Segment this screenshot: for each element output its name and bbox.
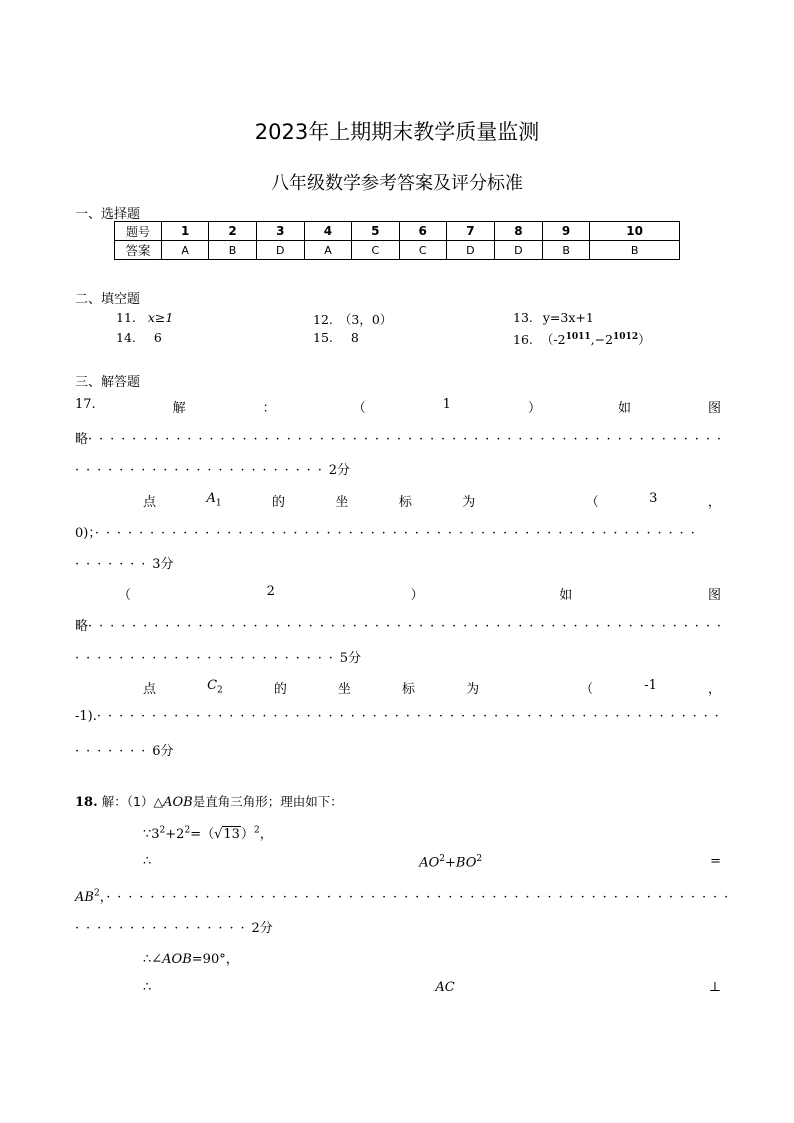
q17-word: 点: [143, 682, 157, 697]
q17-line-8: [75, 615, 728, 634]
score-label: 2分: [251, 921, 273, 936]
exponent: 2: [184, 825, 191, 836]
q17-line-1: [75, 397, 721, 416]
question-number: 9: [542, 222, 589, 241]
answer-cell: B: [590, 241, 680, 260]
q18-equation: [419, 854, 482, 870]
q17-word: （: [580, 682, 594, 697]
q17-lead-text: -1).: [75, 709, 97, 724]
q16-answer-end: ）: [638, 332, 651, 347]
q16-answer-mid: ,−2: [590, 332, 614, 347]
q18-line-1: [75, 792, 343, 810]
dot-leader: ··························································: [88, 619, 728, 634]
expr-part: ，: [259, 827, 273, 842]
answer-cell: B: [542, 241, 589, 260]
q17-word: 如: [559, 588, 573, 603]
question-number: 2: [209, 222, 256, 241]
fill-q14: [116, 330, 162, 345]
q16-number: 16.: [513, 332, 533, 347]
q17-number: 17.: [75, 397, 96, 412]
expr-part: AO: [419, 855, 440, 871]
score-label: 2分: [328, 463, 351, 478]
q17-line-11: [75, 709, 726, 724]
q17-word: 3: [649, 491, 658, 506]
question-number: 1: [162, 222, 209, 241]
therefore-symbol: ∴: [143, 854, 152, 869]
triangle-name: AOB: [163, 795, 193, 810]
q17-word: 1: [442, 397, 451, 412]
page-subtitle: 八年级数学参考答案及评分标准: [271, 173, 523, 194]
dot-leader: ·······: [75, 557, 153, 572]
sqrt-sign: √: [214, 827, 223, 842]
q17-word: ）: [527, 401, 541, 416]
point-name: C: [207, 678, 218, 693]
dot-leader: ·······: [75, 744, 153, 759]
dot-leader: ·······················: [75, 463, 329, 478]
expr-part: ）: [240, 827, 254, 842]
answer-table: [114, 221, 680, 260]
q14-answer: 6: [153, 330, 162, 345]
dot-leader: ························: [75, 651, 340, 666]
dot-leader: ················: [75, 921, 252, 936]
exponent: 2: [159, 825, 166, 836]
fill-q13: [513, 310, 594, 325]
q17-line-4: [143, 491, 721, 510]
score-label: 5分: [339, 651, 362, 666]
q17-point: [206, 491, 221, 510]
q17-word: 为: [462, 495, 476, 510]
section-choice-heading: 一、选择题: [75, 207, 141, 222]
question-number: 6: [399, 222, 446, 241]
q17-word: ，: [707, 682, 721, 697]
q11-answer: x≥1: [147, 310, 174, 325]
exponent: 2: [439, 854, 446, 864]
q18-line-5: [75, 917, 273, 936]
q17-lead-text: 略: [75, 432, 89, 447]
question-number: 5: [352, 222, 399, 241]
exponent: 2: [253, 825, 260, 836]
expr-part: +BO: [445, 855, 477, 871]
answer-cell: A: [304, 241, 351, 260]
sqrt-radicand: 13: [223, 827, 240, 842]
perpendicular-symbol: ⊥: [708, 980, 721, 995]
expr-part: AB: [75, 890, 94, 905]
row-header-number: 题号: [115, 222, 162, 241]
q16-answer-start: （-2: [540, 332, 566, 347]
expr-part: =90°，: [191, 952, 239, 967]
equals-sign: =: [710, 854, 721, 869]
q17-line-7: [118, 584, 721, 603]
answer-cell: C: [399, 241, 446, 260]
q15-answer: 8: [350, 330, 359, 345]
answer-table-number-row: [115, 222, 680, 241]
segment-name: AC: [435, 980, 455, 995]
fill-q15: [313, 330, 359, 345]
q17-word: ：: [262, 401, 276, 416]
expr-part: =（: [190, 827, 215, 842]
answer-cell: D: [446, 241, 494, 260]
q17-word: 的: [273, 682, 287, 697]
q17-line-5: [75, 522, 702, 541]
q12-answer: （3，0）: [338, 312, 393, 327]
q17-word: 2: [266, 584, 275, 599]
therefore-symbol: ∴: [143, 980, 152, 995]
q17-word: 解: [172, 401, 186, 416]
question-number: 7: [446, 222, 494, 241]
q17-line-3: [75, 459, 350, 478]
page-title: 2023年上期期末教学质量监测: [254, 120, 540, 144]
answer-cell: D: [494, 241, 542, 260]
fill-q16: [513, 330, 651, 348]
dot-leader: ·······················································: [94, 526, 702, 541]
question-number: 3: [256, 222, 304, 241]
q17-point: [207, 678, 223, 697]
q18-line-6: [143, 948, 239, 967]
q17-line-9: [75, 647, 361, 666]
expr-part: ∵3: [143, 827, 160, 842]
question-number: 4: [304, 222, 351, 241]
answer-table-answer-row: [115, 241, 680, 260]
q12-number: 12.: [313, 312, 333, 327]
point-name: A: [206, 491, 216, 506]
q17-word: （: [118, 588, 132, 603]
q17-word: （: [585, 495, 599, 510]
q17-word: 的: [271, 495, 285, 510]
fill-q12: [313, 310, 392, 328]
point-subscript: 1: [215, 498, 222, 509]
q13-number: 13.: [513, 310, 533, 325]
q17-word: 坐: [335, 495, 349, 510]
expr-part: +2: [165, 827, 185, 842]
q16-exponent-1: 1011: [565, 331, 591, 342]
q17-line-10: [143, 678, 721, 697]
point-subscript: 2: [217, 685, 223, 696]
dot-leader: ·························································: [106, 890, 736, 905]
q17-word: 标: [401, 682, 415, 697]
q17-word: 图: [707, 588, 721, 603]
q18-text: 解：（1）△: [101, 794, 164, 809]
q14-number: 14.: [116, 330, 136, 345]
score-label: 3分: [152, 557, 174, 572]
q17-word: （: [352, 401, 366, 416]
q11-number: 11.: [116, 310, 136, 325]
answer-cell: B: [209, 241, 256, 260]
q17-word: 坐: [337, 682, 351, 697]
answer-cell: C: [352, 241, 399, 260]
q18-text: 是直角三角形；理由如下：: [192, 794, 343, 809]
q17-line-6: [75, 553, 174, 572]
q18-line-3: [143, 854, 721, 870]
q17-word: 标: [398, 495, 412, 510]
q17-word: 图: [707, 401, 721, 416]
q18-number: 18.: [75, 795, 98, 810]
fill-q11: [116, 310, 173, 325]
dot-leader: ··························································: [88, 432, 728, 447]
section-solve-heading: 三、解答题: [75, 375, 141, 390]
score-label: 6分: [152, 744, 174, 759]
question-number: 10: [590, 222, 680, 241]
exponent: 2: [476, 854, 483, 864]
dot-leader: ·························································: [96, 709, 726, 724]
expr-part: ，: [99, 890, 107, 905]
answer-cell: A: [162, 241, 209, 260]
angle-name: AOB: [162, 952, 192, 967]
section-fill-heading: 二、填空题: [75, 292, 141, 307]
row-header-answer: 答案: [115, 241, 162, 260]
q17-word: ，: [707, 495, 721, 510]
q18-line-4: [75, 886, 735, 905]
q17-word: 点: [143, 495, 157, 510]
q17-word: -1: [644, 678, 657, 693]
exponent: 2: [93, 888, 100, 899]
expr-part: ∴∠: [143, 952, 163, 967]
q17-line-12: [75, 740, 174, 759]
q16-exponent-2: 1012: [613, 331, 639, 342]
q18-line-7: [143, 980, 721, 995]
answer-cell: D: [256, 241, 304, 260]
q17-line-2: [75, 428, 728, 447]
question-number: 8: [494, 222, 542, 241]
q18-line-2: [143, 823, 273, 842]
q17-word: 如: [617, 401, 631, 416]
q17-lead-text: 0)；: [75, 526, 95, 541]
q17-word: ）: [410, 588, 424, 603]
q13-answer: y=3x+1: [542, 310, 594, 325]
q17-lead-text: 略: [75, 619, 89, 634]
q15-number: 15.: [313, 330, 333, 345]
q17-word: 为: [466, 682, 480, 697]
